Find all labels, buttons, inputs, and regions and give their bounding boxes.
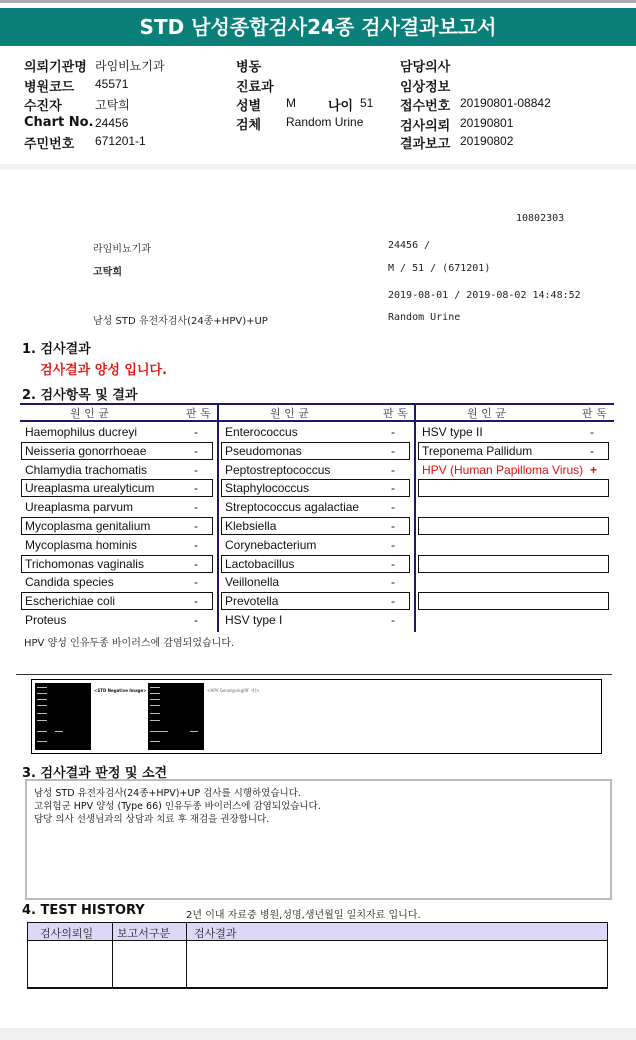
info-label: 임상정보 (400, 80, 451, 95)
opinion-line: 고위험군 HPV 양성 (Type 66) 인유두종 바이러스에 감염되었습니다. (34, 801, 321, 812)
organism-name: Ureaplasma urealyticum (25, 481, 155, 496)
gel-ladder-band (37, 699, 47, 700)
result-value: - (391, 556, 395, 571)
column-divider (217, 403, 219, 632)
info-label: 병원코드 (24, 80, 75, 95)
gel-sample-band (160, 731, 168, 732)
table-header-rule (20, 420, 614, 422)
result-value: - (391, 613, 395, 627)
section4-title: 4. TEST HISTORY (22, 903, 145, 918)
footer-strip (0, 1028, 636, 1040)
column-header-result: 판 독 (186, 407, 211, 420)
result-value: - (194, 594, 198, 609)
history-col-date: 검사의뢰일 (40, 927, 94, 940)
column-header-organism: 원 인 균 (270, 407, 309, 420)
result-value: - (391, 481, 395, 496)
gel-ladder-band (150, 720, 160, 721)
info-label: 수진자 (24, 99, 62, 114)
result-value: - (391, 519, 395, 533)
gel-label-hpv: <HPV Genotyping(9F 센)> (207, 688, 260, 693)
gel-ladder-band (37, 705, 47, 706)
gel-ladder-band (37, 713, 47, 714)
result-value: - (391, 425, 395, 439)
column-divider (112, 923, 113, 988)
history-header-row (28, 923, 607, 941)
organism-name: Proteus (25, 613, 67, 627)
organism-name: Corynebacterium (225, 537, 317, 552)
sex-value: M (286, 96, 296, 110)
organism-name: Lactobacillus (225, 556, 295, 571)
dept-label: 진료과 (236, 80, 274, 95)
gel-ladder-band (150, 687, 160, 688)
opinion-line: 담당 의사 선생님과의 상담과 치료 후 재검을 권장합니다. (34, 814, 270, 825)
organism-name: Pseudomonas (225, 443, 302, 458)
result-value: - (194, 537, 198, 552)
column-header-organism: 원 인 균 (70, 407, 109, 420)
history-table (27, 922, 608, 989)
result-value: - (391, 537, 395, 552)
print-hospital: 라임비뇨기과 (93, 244, 151, 255)
organism-name: Mycoplasma hominis (25, 537, 138, 552)
result-value: - (194, 556, 198, 571)
opinion-box (25, 779, 612, 900)
gel-ladder-band (37, 687, 47, 688)
organism-name: Mycoplasma genitalium (25, 519, 151, 533)
organism-name: Trichomonas vaginalis (25, 556, 144, 571)
section1-title: 1. 검사결과 (22, 342, 91, 357)
gel-image-negative (35, 683, 91, 750)
organism-name: Enterococcus (225, 425, 298, 439)
result-value: - (391, 594, 395, 609)
organism-name: Peptostreptococcus (225, 462, 331, 477)
result-value: - (194, 613, 198, 627)
gel-ladder-band (150, 741, 160, 742)
info-label: 의뢰기관명 (24, 60, 87, 75)
organism-name: Ureaplasma parvum (25, 500, 134, 515)
print-dates: 2019-08-01 / 2019-08-02 14:48:52 (388, 290, 581, 301)
print-sex-age: M / 51 / (671201) (388, 263, 491, 274)
column-header-organism: 원 인 균 (467, 407, 506, 420)
gel-ladder-band (150, 699, 160, 700)
organism-name: Streptococcus agalactiae (225, 500, 360, 515)
gel-ladder-band (150, 693, 160, 694)
gel-sample-band (190, 731, 198, 732)
organism-name: Veillonella (225, 575, 280, 590)
age-value: 51 (360, 96, 374, 110)
row-box (418, 479, 609, 497)
section-divider (0, 164, 636, 170)
info-value: 671201-1 (95, 134, 146, 148)
info-value: 45571 (95, 77, 129, 91)
organism-name: Staphylococcus (225, 481, 310, 496)
info-value: 라임비뇨기과 (95, 59, 165, 73)
info-value: 고탁희 (95, 98, 130, 112)
gel-ladder-band (37, 693, 47, 694)
result-value: - (590, 443, 594, 458)
gel-sample-band (55, 731, 63, 732)
gel-ladder-band (150, 713, 160, 714)
info-label: 접수번호 (400, 99, 451, 114)
result-value: - (391, 462, 395, 477)
column-header-result: 판 독 (582, 407, 607, 420)
organism-name: Prevotella (225, 594, 279, 609)
column-divider (186, 923, 187, 988)
gel-ladder-band (150, 705, 160, 706)
result-value: - (391, 443, 395, 458)
organism-name: Escherichiae coli (25, 594, 116, 609)
organism-name: HSV type I (225, 613, 283, 627)
gel-image-hpv (148, 683, 204, 750)
print-test: 남성 STD 유전자검사(24종+HPV)+UP (93, 316, 268, 327)
info-value: 20190801 (460, 116, 514, 130)
info-label: Chart No. (24, 115, 94, 130)
result-value: - (194, 481, 198, 496)
opinion-line: 남성 STD 유전자검사(24종+HPV)+UP 검사를 시행하였습니다. (34, 788, 301, 799)
row-box (418, 592, 609, 610)
divider (16, 674, 612, 675)
column-divider (414, 403, 416, 632)
specimen-value: Random Urine (286, 115, 364, 129)
print-specimen: Random Urine (388, 312, 461, 323)
organism-name: HSV type II (422, 425, 483, 439)
result-value: + (590, 462, 598, 477)
result-value: - (194, 443, 198, 458)
gel-ladder-band (37, 741, 47, 742)
section3-title: 3. 검사결과 판정 및 소견 (22, 766, 168, 781)
result-positive: 검사결과 양성 입니다. (40, 363, 168, 378)
row-box (418, 517, 609, 535)
result-value: - (194, 575, 198, 590)
organism-name: Candida species (25, 575, 114, 590)
history-col-type: 보고서구분 (117, 927, 171, 940)
result-value: - (194, 519, 198, 533)
info-label: 결과보고 (400, 137, 451, 152)
info-value: 20190801-08842 (460, 96, 551, 110)
organism-name: Klebsiella (225, 519, 277, 533)
report-code: 10802303 (516, 213, 565, 224)
ward-label: 병동 (236, 60, 262, 75)
gel-image-box (31, 679, 602, 754)
organism-name: HPV (Human Papilloma Virus) (422, 462, 584, 477)
section2-title: 2. 검사항목 및 결과 (22, 388, 138, 403)
specimen-label: 검체 (236, 118, 262, 133)
info-label: 담당의사 (400, 60, 451, 75)
info-value: 24456 (95, 116, 129, 130)
gel-label-negative: <STD Negative Image> (94, 688, 147, 693)
info-value: 20190802 (460, 134, 514, 148)
organism-name: Haemophilus ducreyi (25, 425, 138, 439)
organism-name: Treponema Pallidum (422, 443, 533, 458)
result-value: - (194, 500, 198, 515)
info-label: 주민번호 (24, 137, 75, 152)
gel-ladder-band (150, 731, 160, 732)
column-header-result: 판 독 (383, 407, 408, 420)
print-name: 고탁희 (93, 267, 122, 278)
history-col-result: 검사결과 (194, 927, 237, 940)
info-label: 검사의뢰 (400, 119, 451, 134)
result-value: - (391, 575, 395, 590)
print-chart: 24456 / (388, 240, 431, 251)
sex-label: 성별 (236, 99, 262, 114)
result-value: - (194, 462, 198, 477)
table-top-rule (20, 403, 614, 405)
gel-ladder-band (37, 720, 47, 721)
gel-ladder-band (37, 731, 47, 732)
result-value: - (194, 425, 198, 439)
row-box (418, 555, 609, 573)
hpv-note: HPV 양성 인유두종 바이러스에 감염되었습니다. (24, 638, 235, 649)
result-value: - (590, 425, 594, 439)
organism-name: Chlamydia trachomatis (25, 462, 148, 477)
age-label: 나이 (328, 99, 354, 114)
organism-name: Neisseria gonorrhoeae (25, 443, 147, 458)
top-border (0, 0, 636, 3)
result-value: - (391, 500, 395, 515)
history-note: 2년 이내 자료중 병원,성명,생년월일 일치자료 입니다. (186, 910, 421, 921)
report-title: STD 남성종합검사24종 검사결과보고서 (0, 8, 636, 46)
